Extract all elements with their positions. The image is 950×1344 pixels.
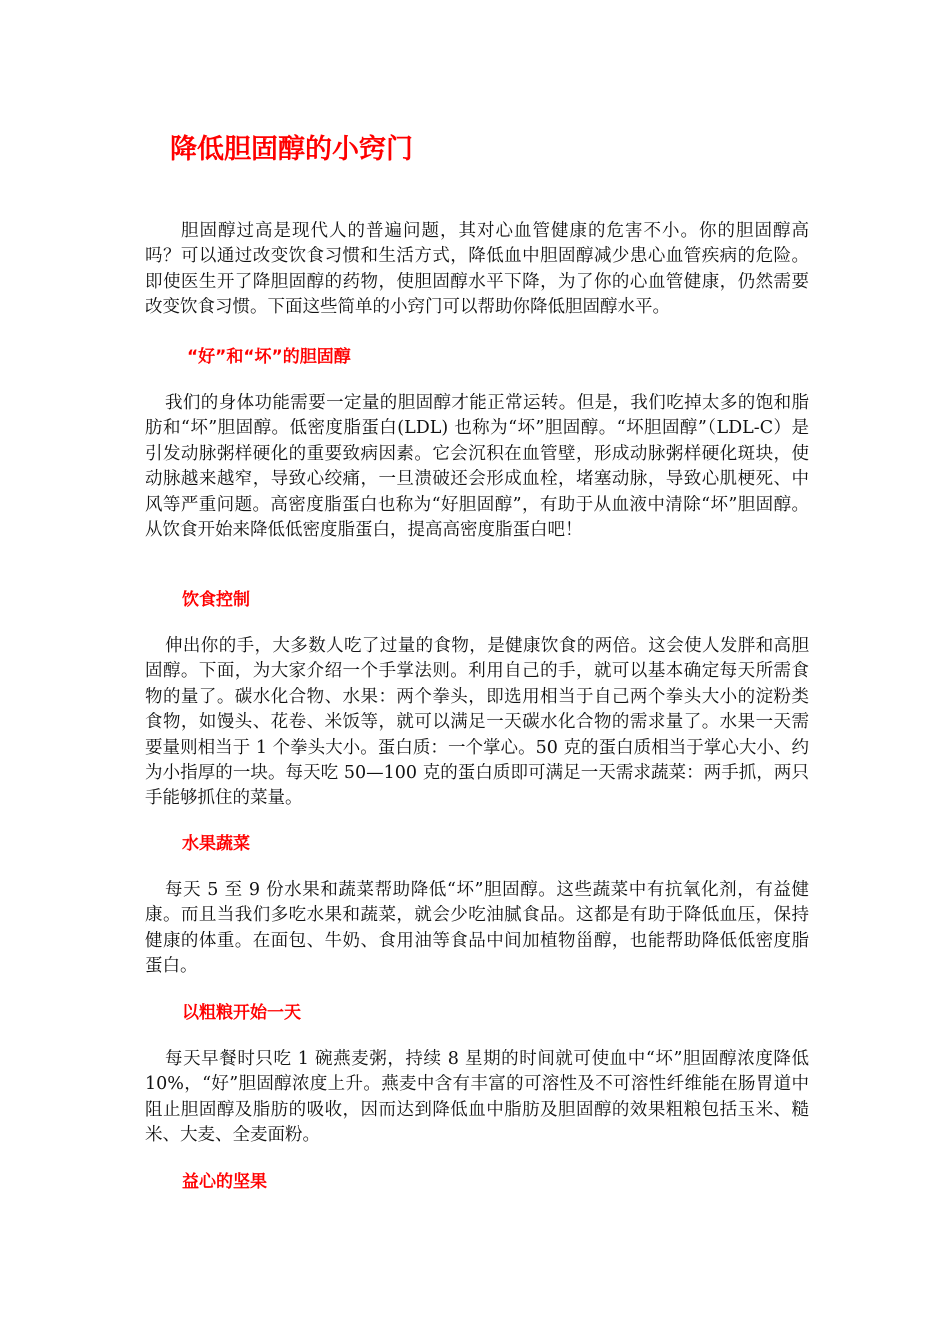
section-body-diet-control: 伸出你的手，大多数人吃了过量的食物，是健康饮食的两倍。这会使人发胖和高胆固醇。下面，为大家介绍一个手掌法则。利用自己的手，就可以基本确定每天所需食物的量了。碳水化合物、水果：两个拳头，即选用相当于自己两个拳头大小的淀粉类食物，如馒头、花卷、米饭等，就可以满足一天碳水化合物的需求量了。水果一天需要量则相当于 1 个拳头大小。蛋白质：一个掌心。50 克的蛋白质相当于掌心大小、约为小指厚的一块。每天吃 50—100 克的蛋白质即可满足一天需求蔬菜：两手抓，两只手能够抓住的菜量。 [145, 636, 809, 809]
page-title: 降低胆固醇的小窍门 [170, 134, 413, 165]
section-body-whole-grains: 每天早餐时只吃 1 碗燕麦粥，持续 8 星期的时间就可使血中“坏”胆固醇浓度降低 10%，“好”胆固醇浓度上升。燕麦中含有丰富的可溶性及不可溶性纤维能在肠胃道中阻止胆固醇及脂肪的吸收，因而达到降低血中脂肪及胆固醇的效果粗粮包括玉米、糙米、大麦、全麦面粉。 [145, 1049, 809, 1146]
intro-paragraph: 胆固醇过高是现代人的普遍问题，其对心血管健康的危害不小。你的胆固醇高吗？可以通过改变饮食习惯和生活方式，降低血中胆固醇减少患心血管疾病的危险。即使医生开了降胆固醇的药物，使胆固醇水平下降，为了你的心血管健康，仍然需要改变饮食习惯。下面这些简单的小窍门可以帮助你降低胆固醇水平。 [145, 221, 809, 318]
section-body-fruits-vegetables: 每天 5 至 9 份水果和蔬菜帮助降低“坏”胆固醇。这些蔬菜中有抗氧化剂，有益健康。而且当我们多吃水果和蔬菜，就会少吃油腻食品。这都是有助于降低血压，保持健康的体重。在面包、牛奶、食用油等食品中间加植物甾醇，也能帮助降低低密度脂蛋白。 [145, 880, 809, 977]
section-heading-good-bad-cholesterol: “好”和“坏”的胆固醇 [187, 347, 351, 367]
section-heading-fruits-vegetables: 水果蔬菜 [182, 834, 250, 854]
section-heading-whole-grains: 以粗粮开始一天 [182, 1003, 301, 1023]
section-heading-diet-control: 饮食控制 [182, 590, 250, 610]
section-body-good-bad-cholesterol: 我们的身体功能需要一定量的胆固醇才能正常运转。但是，我们吃掉太多的饱和脂肪和“坏”胆固醇。低密度脂蛋白(LDL) 也称为“坏”胆固醇。“坏胆固醇”（LDL-C）是引发动脉粥样硬化的重要致病因素。它会沉积在血管壁，形成动脉粥样硬化斑块，使动脉越来越窄，导致心绞痛，一旦溃破还会形成血栓，堵塞动脉，导致心肌梗死、中风等严重问题。高密度脂蛋白也称为“好胆固醇”，有助于从血液中清除“坏”胆固醇。从饮食开始来降低低密度脂蛋白，提高高密度脂蛋白吧！ [145, 393, 809, 541]
section-heading-nuts: 益心的坚果 [182, 1172, 267, 1192]
